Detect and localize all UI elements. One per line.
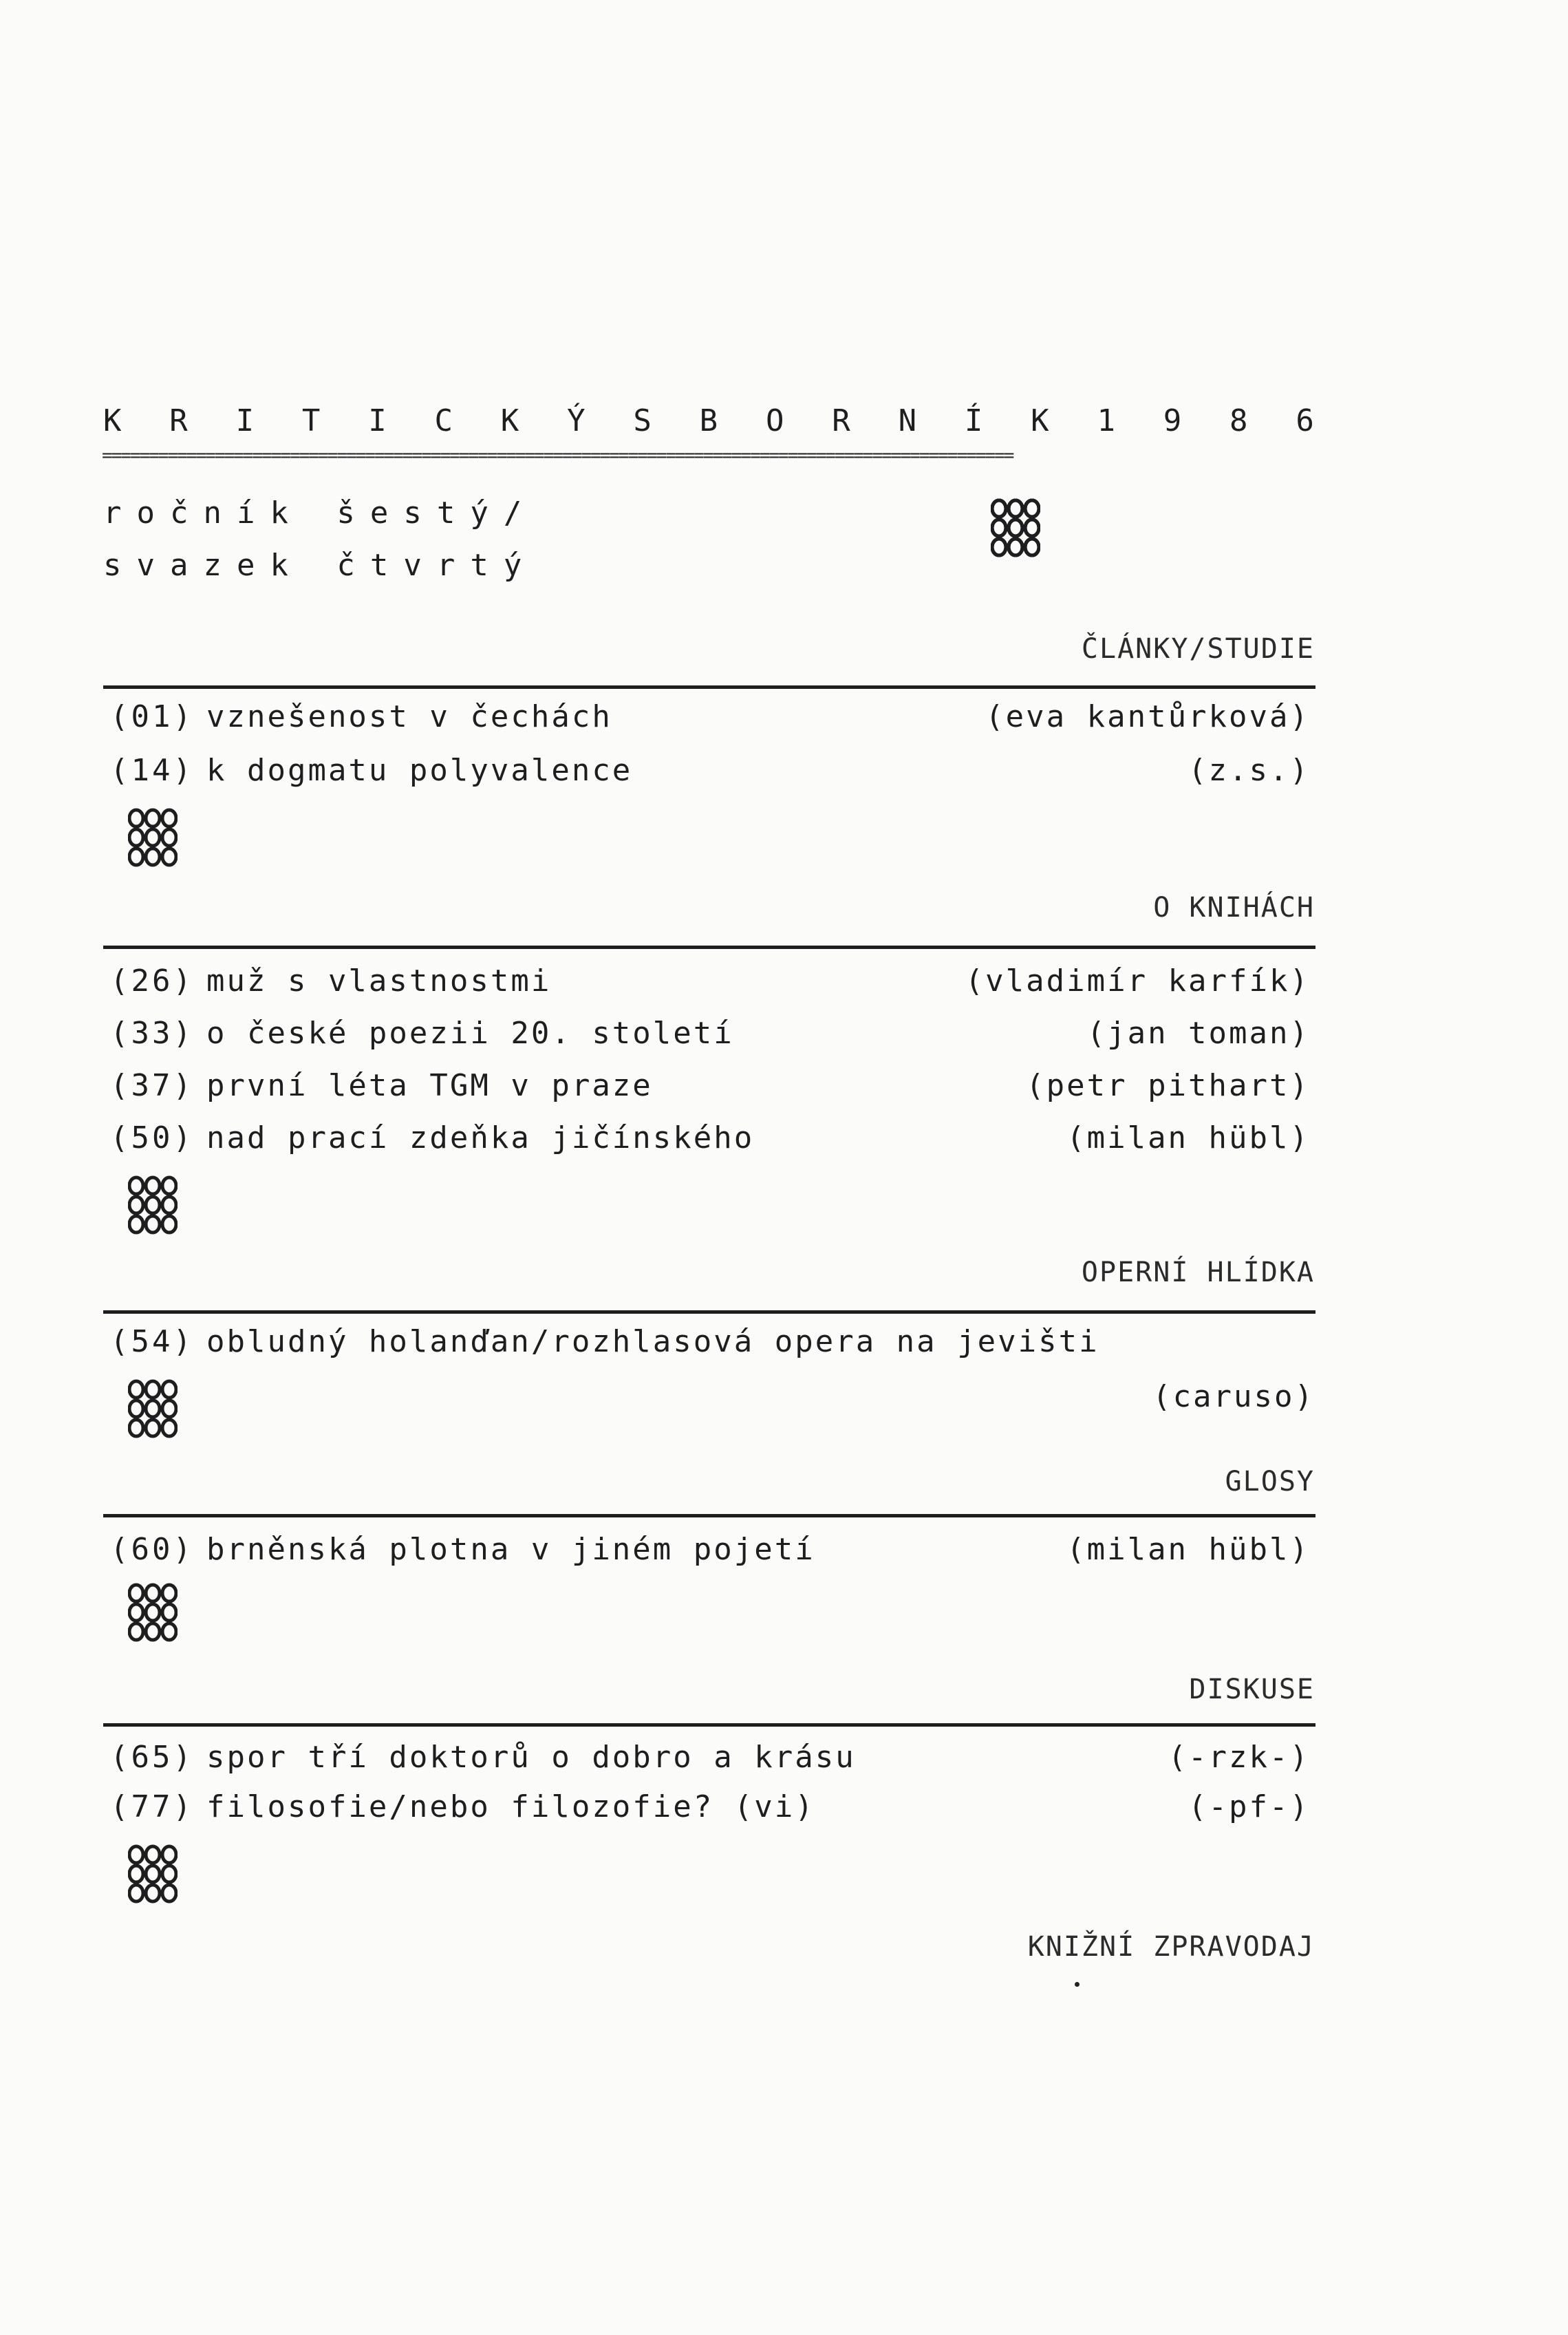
title-letter: S — [633, 403, 652, 438]
toc-entry — [110, 1532, 1310, 1567]
article-author: (caruso) — [1152, 1379, 1315, 1414]
title-letter: 6 — [1296, 403, 1314, 438]
section-rule — [103, 1310, 1315, 1314]
title-letter: R — [169, 403, 188, 438]
section-rule — [103, 946, 1315, 949]
page-number: (37) — [110, 1068, 194, 1103]
toc-entry — [110, 753, 1310, 788]
article-title: k dogmatu polyvalence — [206, 753, 633, 788]
section-heading-clanky-studie: ČLÁNKY/STUDIE — [1081, 633, 1315, 665]
typewriter-ornament-icon — [991, 498, 1040, 557]
article-author: (vladimír karfík) — [965, 963, 1310, 999]
title-letter: Ý — [567, 403, 586, 438]
page-number: (77) — [110, 1789, 194, 1824]
page-number: (54) — [110, 1324, 194, 1359]
title-letter: B — [699, 403, 718, 438]
section-heading-operni-hlidka: OPERNÍ HLÍDKA — [1081, 1257, 1315, 1288]
title-letter: K — [1031, 403, 1049, 438]
section-heading-diskuse: DISKUSE — [1189, 1674, 1315, 1705]
article-title: první léta TGM v praze — [206, 1068, 653, 1103]
page-number: (60) — [110, 1532, 194, 1567]
toc-entry — [110, 1789, 1310, 1824]
typewriter-ornament-icon — [128, 1844, 178, 1904]
article-title: brněnská plotna v jiném pojetí — [206, 1532, 815, 1567]
title-letter: R — [832, 403, 850, 438]
toc-entry — [110, 1120, 1310, 1155]
article-author: (milan hübl) — [1066, 1120, 1310, 1155]
toc-entry — [110, 1324, 1310, 1359]
title-letter: I — [235, 403, 255, 438]
title-separator: ================================================================================================= — [102, 447, 1013, 464]
article-title: nad prací zdeňka jičínského — [206, 1120, 755, 1155]
article-author: (z.s.) — [1188, 753, 1310, 788]
journal-title — [103, 403, 1314, 438]
article-title: spor tří doktorů o dobro a krásu — [206, 1740, 856, 1775]
article-title: vznešenost v čechách — [206, 699, 612, 734]
article-author: (eva kantůrková) — [985, 699, 1310, 734]
ink-dot — [1075, 1982, 1080, 1987]
page-number: (50) — [110, 1120, 194, 1155]
title-letter: N — [898, 403, 917, 438]
section-rule — [103, 1514, 1315, 1517]
article-title: muž s vlastnostmi — [206, 963, 552, 999]
toc-entry — [110, 1068, 1310, 1103]
page-number: (14) — [110, 753, 194, 788]
title-letter: 8 — [1229, 403, 1248, 438]
issue-line: svazek čtvrtý — [103, 548, 537, 583]
section-heading-o-knihach: O KNIHÁCH — [1153, 892, 1315, 924]
section-heading-knizni-zpravodaj: KNIŽNÍ ZPRAVODAJ — [1027, 1931, 1315, 1963]
toc-entry — [110, 1740, 1310, 1775]
article-author: (petr pithart) — [1026, 1068, 1310, 1103]
toc-entry — [110, 699, 1310, 734]
article-title: filosofie/nebo filozofie? (vi) — [206, 1789, 815, 1824]
toc-entry — [110, 1016, 1310, 1051]
typewriter-ornament-icon — [128, 1379, 178, 1438]
typewriter-ornament-icon — [128, 808, 178, 867]
title-letter: 9 — [1163, 403, 1182, 438]
title-letter: 1 — [1097, 403, 1115, 438]
page-number: (01) — [110, 699, 194, 734]
title-letter: O — [765, 403, 784, 438]
article-title: o české poezii 20. století — [206, 1016, 734, 1051]
volume-line: ročník šestý/ — [103, 495, 537, 531]
section-heading-glosy: GLOSY — [1225, 1466, 1315, 1497]
article-author: (jan toman) — [1086, 1016, 1310, 1051]
typewriter-ornament-icon — [128, 1583, 178, 1642]
section-rule — [103, 685, 1315, 689]
title-letter: I — [368, 403, 387, 438]
page-number: (33) — [110, 1016, 194, 1051]
article-author: (milan hübl) — [1066, 1532, 1310, 1567]
toc-entry — [110, 963, 1310, 999]
page-number: (65) — [110, 1740, 194, 1775]
title-letter: K — [500, 403, 519, 438]
page-number: (26) — [110, 963, 194, 999]
article-author: (-rzk-) — [1168, 1740, 1310, 1775]
typewriter-ornament-icon — [128, 1175, 178, 1235]
title-letter: C — [434, 403, 453, 438]
article-title: obludný holanďan/rozhlasová opera na jevišti — [206, 1324, 1099, 1359]
section-rule — [103, 1723, 1315, 1727]
title-letter: T — [301, 403, 321, 438]
title-letter: K — [103, 403, 122, 438]
article-author: (-pf-) — [1188, 1789, 1310, 1824]
title-letter: Í — [964, 403, 983, 438]
